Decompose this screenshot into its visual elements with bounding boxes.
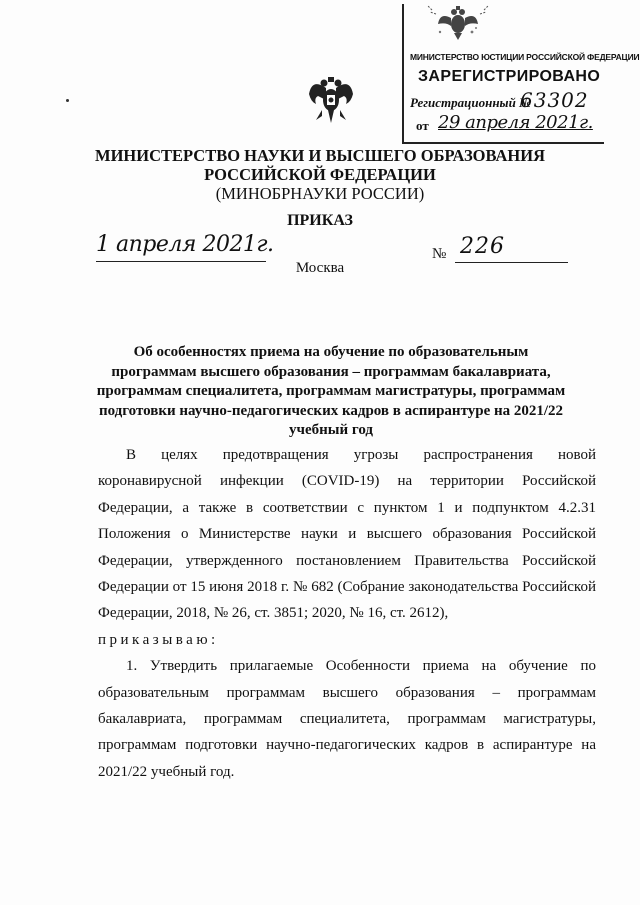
stamp-regno: 63302 — [520, 88, 589, 112]
stamp-registered: ЗАРЕГИСТРИРОВАНО — [418, 68, 601, 85]
scan-dot — [66, 99, 69, 102]
order-subject: Об особенностях приема на обучение по образовательным программам высшего образования – программам бакалавриата, программам специалитета, программам магистратуры, программам подготовки научно-педагогических кадров в аспирантуре на 2021/22 учебный год — [96, 344, 566, 438]
ministry-line2: РОССИЙСКОЙ ФЕДЕРАЦИИ — [204, 165, 436, 184]
ministry-line1: МИНИСТЕРСТВО НАУКИ И ВЫСШЕГО ОБРАЗОВАНИЯ — [95, 146, 545, 165]
ministry-header — [0, 146, 640, 203]
order-number-label: № — [432, 246, 447, 262]
item-1-paragraph: 1. Утвердить прилагаемые Особенности приема на обучение по образовательным программам высшего образования – программам бакалавриата, программам специалитета, программам магистратуры, программам подготовки научно-педагогических кадров в аспирантуре на 2021/22 учебный год. — [98, 658, 596, 780]
preamble-text: В целях предотвращения угрозы распространения новой коронавирусной инфекции (COVID-19) на территории Российской Федерации, а также в соответствии с пунктом 1 и подпунктом 4.2.31 Положения о Министерстве науки и высшего образования Российской Федерации, утвержденного постановлением Правительства Российской Федерации от 15 июня 2018 г. № 682 (Собрание законодательства Российской Федерации, 2018, № 26, ст. 3851; 2020, № 16, ст. 2612), — [98, 447, 596, 622]
stamp-date: 29 апреля 2021г. — [438, 112, 593, 133]
order-date: 1 апреля 2021г. — [96, 232, 274, 257]
order-title: ПРИКАЗ — [287, 212, 353, 229]
ministry-short: (МИНОБРНАУКИ РОССИИ) — [215, 184, 425, 203]
registration-stamp — [402, 4, 640, 144]
order-body — [98, 442, 596, 785]
order-number: 226 — [460, 234, 505, 259]
order-word: приказываю: — [98, 631, 219, 648]
coat-of-arms-icon — [308, 76, 354, 124]
preamble-paragraph — [98, 442, 596, 653]
stamp-date-prefix: от — [416, 118, 429, 133]
stamp-ministry: МИНИСТЕРСТВО ЮСТИЦИИ РОССИЙСКОЙ ФЕДЕРАЦИИ — [410, 52, 640, 62]
city: Москва — [295, 260, 345, 276]
stamp-emblem-icon — [426, 4, 490, 42]
stamp-regno-label: Регистрационный № — [410, 95, 531, 110]
